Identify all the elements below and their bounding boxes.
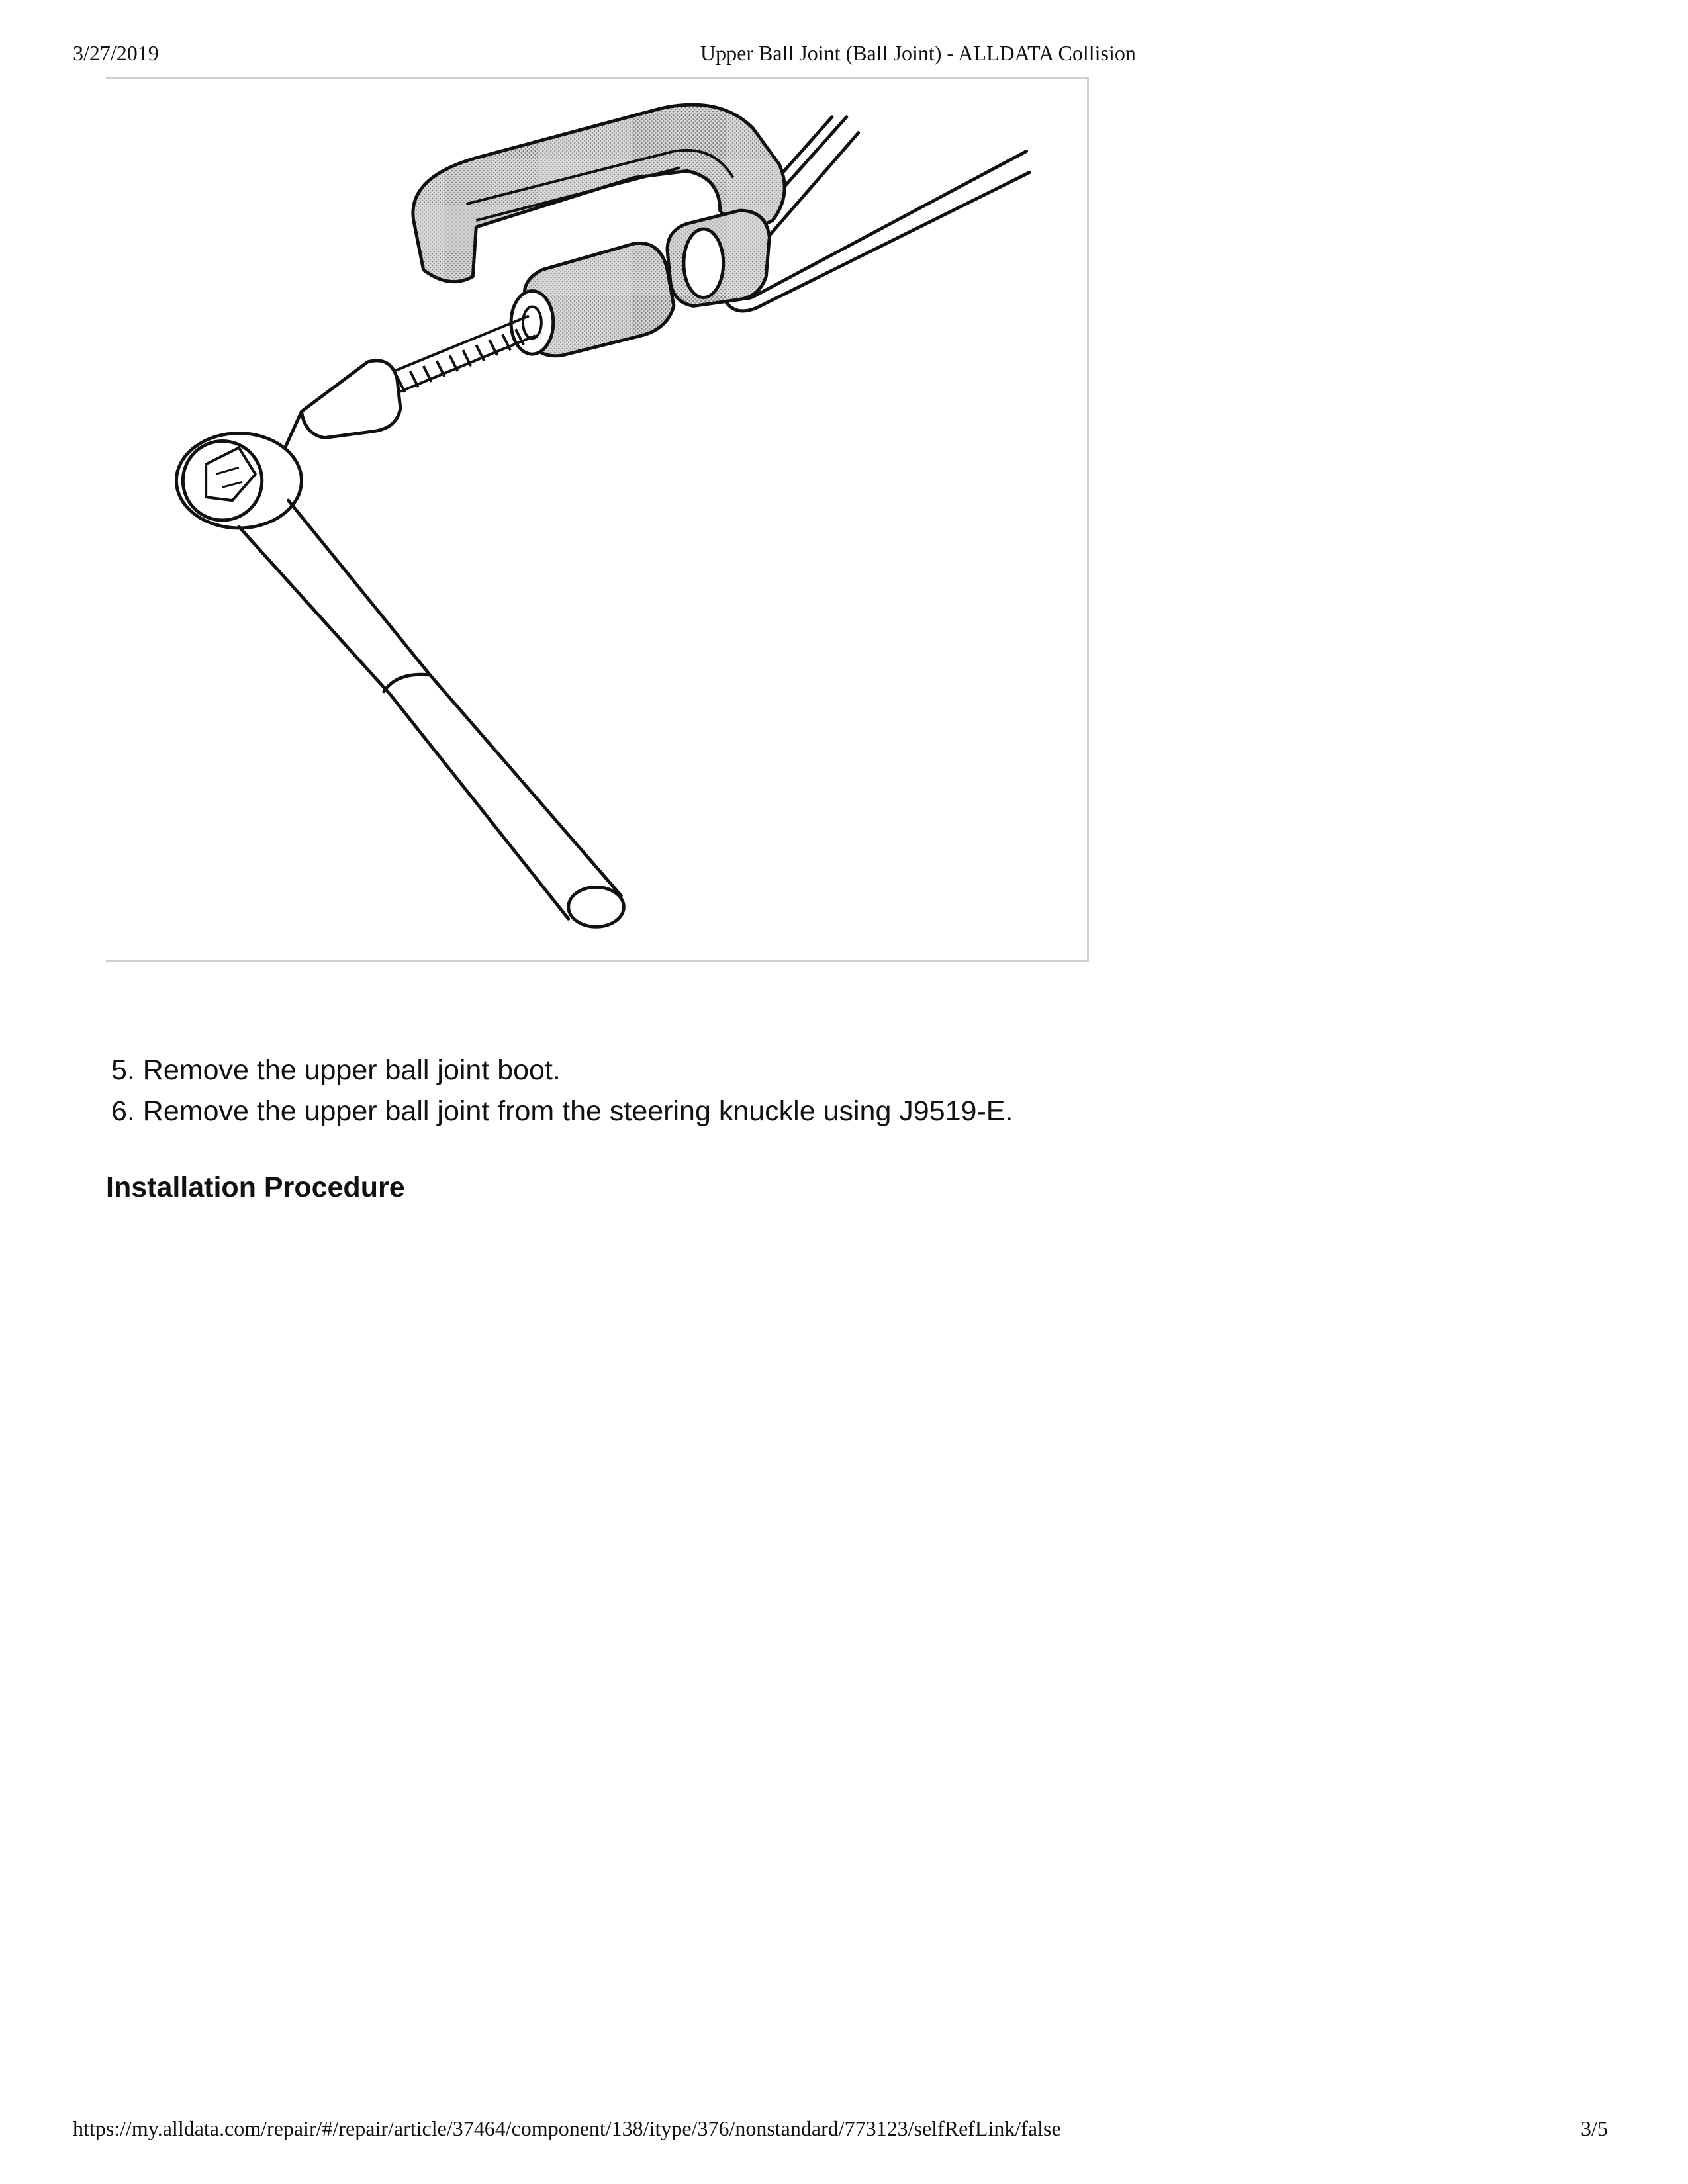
header-date: 3/27/2019 — [73, 41, 159, 65]
footer-url: https://my.alldata.com/repair/#/repair/article/37464/component/138/itype/376/nonstandard/773123/selfRefLink/false — [73, 2116, 1061, 2140]
step-5: 5. Remove the upper ball joint boot. — [111, 1054, 561, 1086]
ball-joint-removal-illustration — [106, 77, 1089, 962]
removal-steps-list — [111, 1050, 1013, 1132]
footer-page-number: 3/5 — [1581, 2116, 1608, 2140]
step-6: 6. Remove the upper ball joint from the steering knuckle using J9519-E. — [111, 1095, 1013, 1127]
ratchet-handle — [239, 500, 624, 927]
installation-procedure-heading: Installation Procedure — [106, 1171, 405, 1203]
c-frame-tool — [413, 105, 784, 356]
header-title: Upper Ball Joint (Ball Joint) - ALLDATA Collision — [700, 41, 1136, 65]
